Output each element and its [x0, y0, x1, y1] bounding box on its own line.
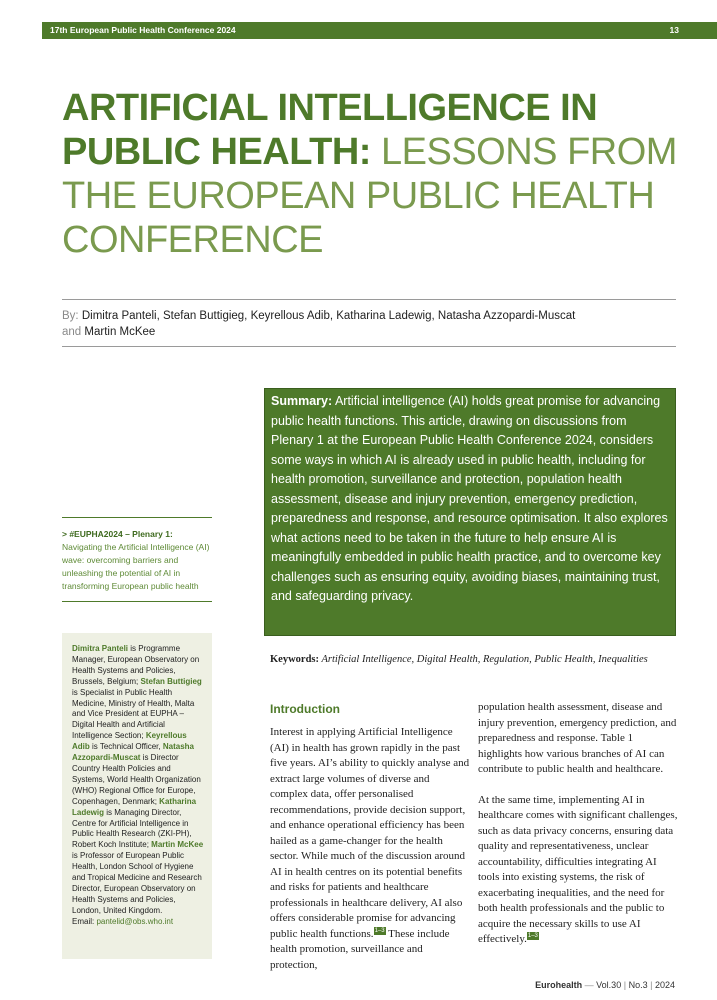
plenary-hashtag: > #EUPHA2024 – Plenary 1: — [62, 529, 173, 539]
title-bold: ARTIFICIAL INTELLIGENCE IN PUBLIC HEALTH: — [62, 87, 598, 173]
body-column-2 — [478, 700, 678, 948]
footer-year: 2024 — [654, 980, 675, 990]
byline-authors-last: Martin McKee — [84, 326, 156, 338]
bio-name: Martin McKee — [151, 840, 204, 850]
keywords-label: Keywords: — [270, 654, 319, 665]
byline-and: and — [62, 326, 82, 338]
summary-box — [264, 388, 676, 636]
title-light: LESSONS FROM THE EUROPEAN PUBLIC HEALTH CONFERENCE — [62, 131, 677, 261]
section-heading: Introduction — [270, 702, 340, 716]
body-text: These include health promotion, surveillance and protection, — [270, 927, 450, 971]
keywords — [270, 652, 670, 667]
bio-text: is Programme Manager, European Observatory on Health Systems and Policies, Brussels, Belgium; — [72, 644, 200, 686]
byline-authors: Dimitra Panteli, Stefan Buttigieg, Keyrellous Adib, Katharina Ladewig, Natasha Azzopardi-Muscat — [81, 310, 576, 322]
page-number: 13 — [669, 25, 679, 35]
author-bios-box — [62, 633, 212, 959]
bio-text: is Specialist in Public Health Medicine, Ministry of Health, Malta and Vice President at EUPHA – Digital Health and Artificial Intelligence Section; — [72, 687, 195, 741]
divider-bottom — [62, 346, 676, 347]
footer-separator: | — [623, 980, 627, 990]
body-text: At the same time, implementing AI in healthcare comes with significant challenges, such as data privacy concerns, ensuring data quality and representativeness, unclear accountability, difficulties integrating AI tools into existing systems, the risk of exacerbating inequalities, and the need for both health professionals and the public to acquire the necessary skills to use AI effectively. — [478, 793, 678, 945]
keywords-text: Artificial Intelligence, Digital Health, Regulation, Public Health, Inequalities — [321, 654, 648, 665]
reference-badge[interactable]: 1–3 — [527, 933, 538, 940]
body-column-1 — [270, 725, 470, 973]
bio-text: is Technical Officer, — [89, 742, 163, 752]
journal-name: Eurohealth — [535, 980, 583, 990]
bio-name: Stefan Buttigieg — [140, 676, 202, 686]
summary-label: Summary: — [271, 394, 333, 408]
plenary-callout — [62, 517, 212, 602]
bio-text: is Professor of European Public Health, London School of Hygiene and Tropical Medicine and Research Director, European Observatory on Health Systems and Policies, London, United Kingdom. — [72, 851, 202, 915]
conference-name: 17th European Public Health Conference 2024 — [50, 25, 236, 35]
footer-volume: Vol.30 — [596, 980, 622, 990]
email-label: Email: — [72, 916, 97, 926]
footer-issue: No.3 — [628, 980, 648, 990]
body-text: Interest in applying Artificial Intelligence (AI) in health has grown rapidly in the past five years. AI’s ability to quickly analyse and extract large volumes of diverse and complex data, offer personalised recommendations, provide decision support, and enhance operational efficiency has been hailed as a game-changer for the health sector. While much of the discussion around AI in health centres on its potential benefits and risks for patients and healthcare professionals in healthcare delivery, AI also offers considerable promise for advancing public health functions. — [270, 726, 470, 940]
header-bar — [42, 22, 717, 39]
footer-separator: | — [650, 980, 653, 990]
bio-text: is Managing Director, Centre for Artificial Intelligence in Public Health Research (ZKI-PH), Robert Koch Institute; — [72, 807, 192, 850]
article-title — [62, 86, 682, 262]
byline-prefix: By: — [62, 310, 79, 322]
bio-name: Katharina Ladewig — [72, 796, 197, 817]
body-paragraph: population health assessment, disease and injury prevention, emergency prediction, and preparedness and response. Table 1 highlights how various branches of AI can contribute to public health and healthcare. — [478, 701, 677, 775]
summary-text: Artificial intelligence (AI) holds great promise for advancing public health functions. This article, drawing on discussions from Plenary 1 at the European Public Health Conference 2024, considers some ways in which AI is already used in public health, including for health promotion, surveillance and protection, population health assessment, disease and injury prevention, emergency prediction, preparedness and response, and resource optimisation. It also explores what actions need to be taken in the future to help ensure AI is meaningfully embedded in public health practice, and to overcome key challenges such as ensuring equity, avoiding biases, maintaining trust, and safeguarding privacy. — [271, 394, 668, 603]
bio-text: is Director Country Health Policies and Systems, World Health Organization (WHO) Regional Office for Europe, Copenhagen, Denmark; — [72, 753, 201, 806]
body-paragraph — [478, 793, 678, 948]
reference-badge[interactable]: 1–3 — [374, 927, 385, 934]
bio-name: Dimitra Panteli — [72, 644, 129, 653]
divider-top — [62, 299, 676, 300]
bio-name: Keyrellous Adib — [72, 731, 187, 752]
bio-name: Natasha Azzopardi-Muscat — [72, 742, 194, 763]
email-link[interactable]: pantelid@obs.who.int — [96, 916, 174, 926]
byline — [62, 308, 672, 340]
page-footer — [535, 980, 675, 990]
plenary-description: Navigating the Artificial Intelligence (AI) wave: overcoming barriers and unleashing the potential of AI in transforming European public health — [62, 542, 210, 591]
footer-dash: — — [584, 980, 594, 990]
